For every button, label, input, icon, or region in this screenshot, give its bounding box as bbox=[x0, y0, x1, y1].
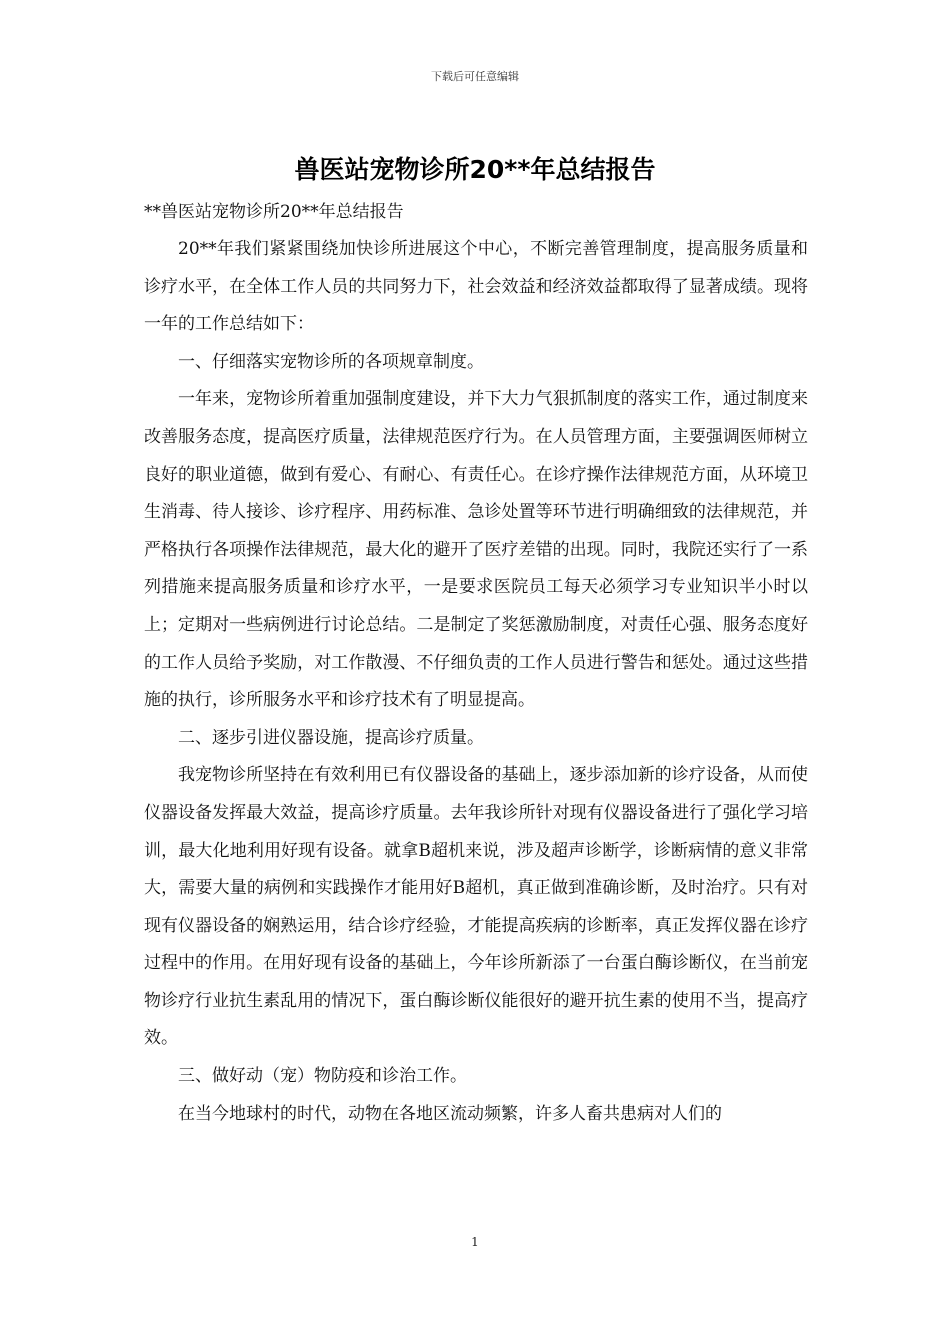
section-heading-2: 二、逐步引进仪器设施，提高诊疗质量。 bbox=[178, 727, 484, 748]
page-number: 1 bbox=[471, 1235, 479, 1249]
header-note: 下载后可任意编辑 bbox=[431, 70, 519, 83]
paragraph-section-3: 在当今地球村的时代，动物在各地区流动频繁，许多人畜共患病对人们的 bbox=[178, 1103, 722, 1124]
section-heading-3: 三、做好动（宠）物防疫和诊治工作。 bbox=[178, 1066, 467, 1087]
document-body bbox=[144, 193, 808, 1133]
paragraph-section-2: 我宠物诊所坚持在有效利用已有仪器设备的基础上，逐步添加新的诊疗设备，从而使仪器设备发挥最大效益，提高诊疗质量。去年我诊所针对现有仪器设备进行了强化学习培训，最大化地利用好现有设备。就拿B超机来说，涉及超声诊断学，诊断病情的意义非常大，需要大量的病例和实践操作才能用好B超机，真正做到准确诊断，及时治疗。只有对现有仪器设备的娴熟运用，结合诊疗经验，才能提高疾病的诊断率，真正发挥仪器在诊疗过程中的作用。在用好现有设备的基础上，今年诊所新添了一台蛋白酶诊断仪，在当前宠物诊疗行业抗生素乱用的情况下，蛋白酶诊断仪能很好的避开抗生素的使用不当，提高疗效。 bbox=[144, 765, 808, 1049]
paragraph-intro: 20**年我们紧紧围绕加快诊所进展这个中心，不断完善管理制度，提高服务质量和诊疗水平，在全体工作人员的共同努力下，社会效益和经济效益都取得了显著成绩。现将一年的工作总结如下： bbox=[144, 239, 808, 335]
document-subtitle: **兽医站宠物诊所20**年总结报告 bbox=[144, 202, 404, 222]
document-title: 兽医站宠物诊所20**年总结报告 bbox=[294, 155, 656, 184]
paragraph-section-1: 一年来，宠物诊所着重加强制度建设，并下大力气狠抓制度的落实工作，通过制度来改善服务态度，提高医疗质量，法律规范医疗行为。在人员管理方面，主要强调医师树立良好的职业道德，做到有爱心、有耐心、有责任心。在诊疗操作法律规范方面，从环境卫生消毒、待人接诊、诊疗程序、用药标准、急诊处置等环节进行明确细致的法律规范，并严格执行各项操作法律规范，最大化的避开了医疗差错的出现。同时，我院还实行了一系列措施来提高服务质量和诊疗水平，一是要求医院员工每天必须学习专业知识半小时以上；定期对一些病例进行讨论总结。二是制定了奖惩激励制度，对责任心强、服务态度好的工作人员给予奖励，对工作散漫、不仔细负责的工作人员进行警告和惩处。通过这些措施的执行，诊所服务水平和诊疗技术有了明显提高。 bbox=[144, 389, 808, 711]
section-heading-1: 一、仔细落实宠物诊所的各项规章制度。 bbox=[178, 351, 484, 372]
